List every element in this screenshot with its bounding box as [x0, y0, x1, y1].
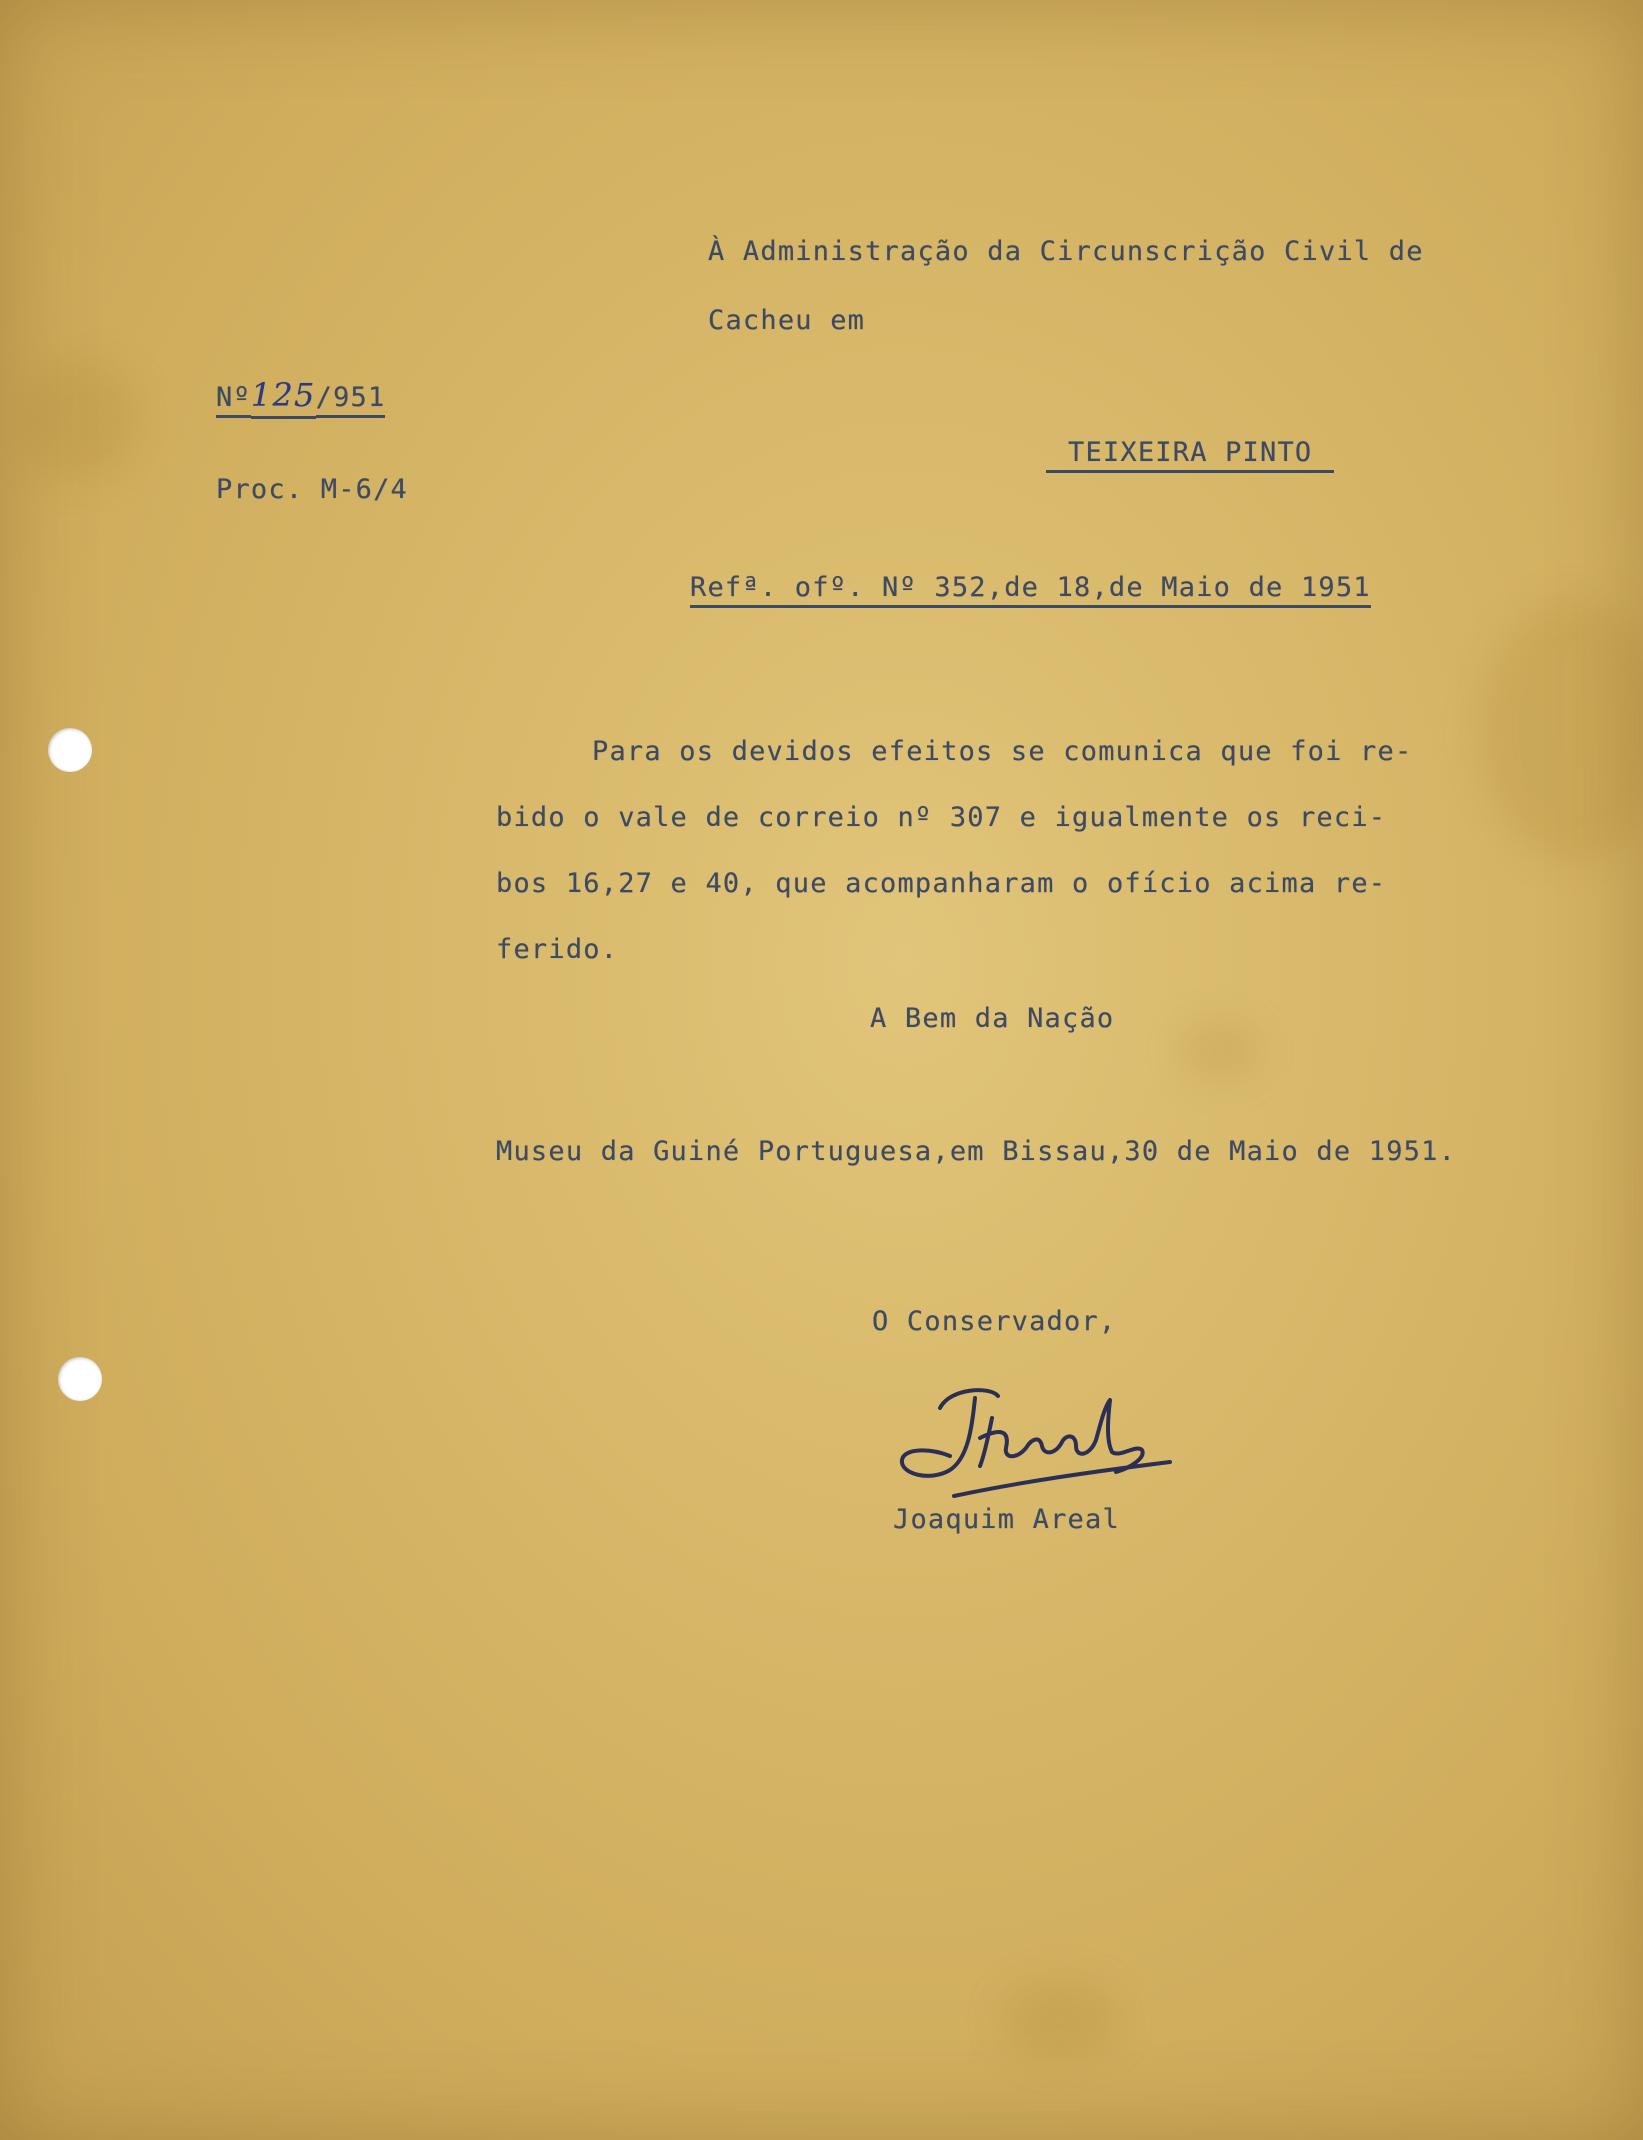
process-reference: Proc. M-6/4: [216, 474, 409, 505]
foxing-stain: [1000, 1980, 1120, 2060]
signatory-name: Joaquim Areal: [893, 1504, 1120, 1535]
document-number: [216, 376, 385, 414]
body-line-3: bos 16,27 e 40, que acompanharam o ofício acima re-: [496, 868, 1387, 899]
punch-hole-top: [48, 728, 92, 772]
addressee-line-1: À Administração da Circunscrição Civil de: [708, 236, 1424, 267]
body-line-1: Para os devidos efeitos se comunica que foi re-: [592, 736, 1413, 767]
addressee-line-2: Cacheu em: [708, 305, 866, 336]
reference-line-text: Refª. ofº. Nº 352,de 18,de Maio de 1951: [690, 572, 1371, 608]
number-suffix: /951: [316, 382, 386, 418]
number-prefix: Nº: [216, 382, 251, 418]
place-and-date: Museu da Guiné Portuguesa,em Bissau,30 de Maio de 1951.: [496, 1136, 1457, 1167]
body-line-2: bido o vale de correio nº 307 e igualmente os reci-: [496, 802, 1387, 833]
foxing-stain: [1180, 1020, 1260, 1080]
water-stain: [1480, 600, 1643, 860]
signatory-title: O Conservador,: [872, 1306, 1117, 1337]
closing-salutation: A Bem da Nação: [870, 1003, 1115, 1034]
handwritten-signature: [880, 1378, 1180, 1508]
body-line-4: ferido.: [496, 934, 619, 965]
punch-hole-bottom: [58, 1357, 102, 1401]
destination-place-text: TEIXEIRA PINTO: [1046, 437, 1334, 473]
reference-line: [690, 572, 1371, 603]
foxing-stain: [20, 360, 140, 480]
number-handwritten: 125: [251, 376, 316, 419]
destination-place: [1046, 437, 1334, 468]
